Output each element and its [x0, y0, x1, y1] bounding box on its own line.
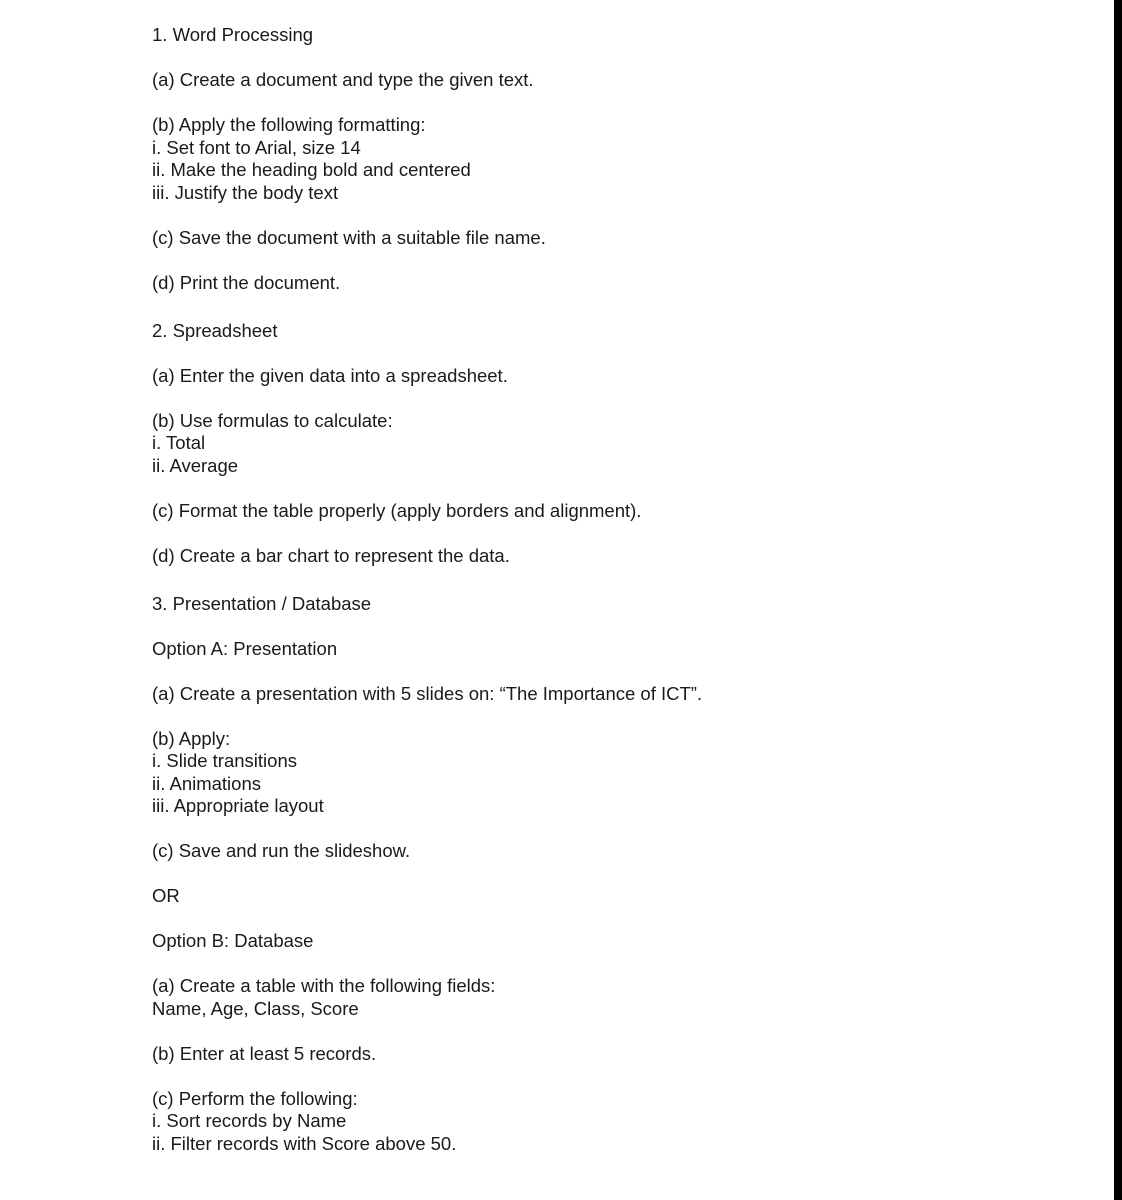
sub-item: ii. Filter records with Score above 50.: [152, 1132, 457, 1154]
instruction-item: [152, 1043, 1092, 1066]
instruction-item: [152, 365, 1092, 388]
instruction-line: (b) Apply the following formatting:: [152, 114, 426, 135]
instruction-line: (b) Enter at least 5 records.: [152, 1042, 377, 1064]
sub-item: ii. Average: [152, 454, 239, 476]
sub-item: iii. Appropriate layout: [152, 795, 324, 816]
sub-item: i. Set font to Arial, size 14: [152, 136, 361, 158]
instruction-item: [152, 975, 1092, 1020]
heading-text: 1. Word Processing: [152, 24, 314, 45]
instruction-line: Option A: Presentation: [152, 637, 338, 659]
instruction-item: [152, 69, 1092, 92]
sub-item: i. Total: [152, 432, 206, 453]
instruction-item: [152, 1088, 1092, 1156]
instruction-item: [152, 683, 1092, 706]
sub-item: ii. Make the heading bold and centered: [152, 159, 471, 180]
instruction-line: (c) Save and run the slideshow.: [152, 840, 411, 861]
heading-text: 3. Presentation / Database: [152, 592, 372, 614]
or-separator: [152, 885, 1092, 908]
instruction-line: (b) Use formulas to calculate:: [152, 409, 393, 431]
option-label: [152, 930, 1092, 953]
instruction-line: (a) Create a document and type the given text.: [152, 69, 534, 90]
section-heading: [152, 24, 1092, 47]
sub-item: Name, Age, Class, Score: [152, 997, 359, 1019]
sub-item: ii. Animations: [152, 772, 261, 794]
instruction-line: Option B: Database: [152, 930, 314, 951]
instruction-line: (d) Create a bar chart to represent the data.: [152, 544, 510, 566]
instruction-item: [152, 114, 1092, 204]
instruction-line: OR: [152, 885, 180, 906]
instruction-line: (c) Save the document with a suitable file name.: [152, 226, 546, 248]
instruction-line: (a) Create a presentation with 5 slides on: “The Importance of ICT”.: [152, 682, 703, 704]
instruction-line: (c) Format the table properly (apply borders and alignment).: [152, 499, 642, 521]
instruction-item: [152, 728, 1092, 818]
instruction-item: [152, 840, 1092, 863]
instruction-line: (b) Apply:: [152, 727, 231, 749]
instruction-item: [152, 500, 1092, 523]
sub-item: i. Sort records by Name: [152, 1110, 347, 1131]
document-body: [152, 24, 1092, 1155]
instruction-item: [152, 410, 1092, 478]
instruction-line: (d) Print the document.: [152, 271, 341, 293]
instruction-item: [152, 272, 1092, 295]
instruction-item: [152, 227, 1092, 250]
sub-item: iii. Justify the body text: [152, 181, 339, 203]
heading-text: 2. Spreadsheet: [152, 319, 278, 341]
section-heading: [152, 593, 1092, 616]
sub-item: i. Slide transitions: [152, 750, 297, 771]
option-label: [152, 638, 1092, 661]
section-heading: [152, 320, 1092, 343]
page-edge: [1114, 0, 1122, 1200]
instruction-line: (a) Create a table with the following fields:: [152, 975, 496, 996]
instruction-line: (c) Perform the following:: [152, 1087, 358, 1109]
instruction-item: [152, 545, 1092, 568]
instruction-line: (a) Enter the given data into a spreadsheet.: [152, 364, 508, 386]
